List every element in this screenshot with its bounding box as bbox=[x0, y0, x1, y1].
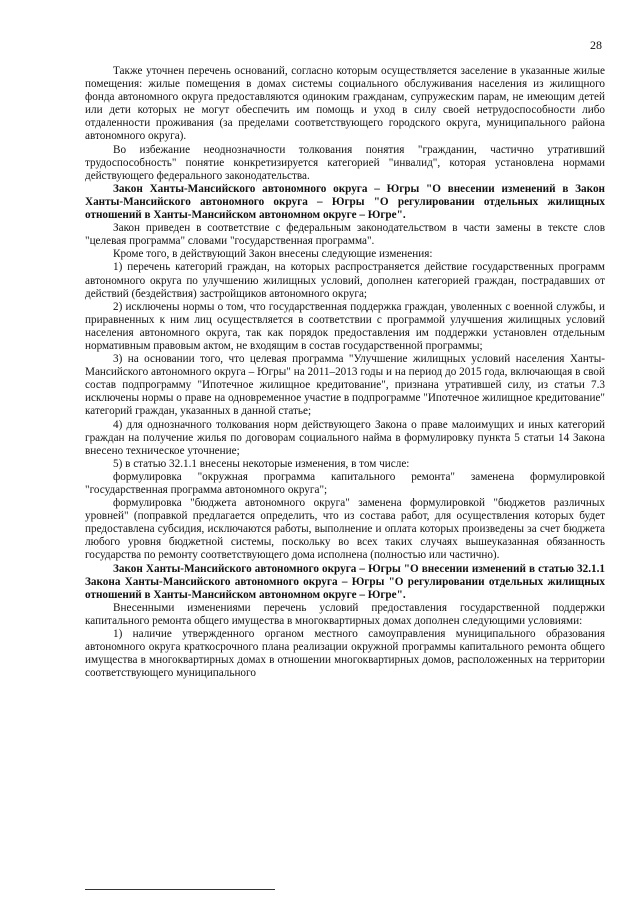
paragraph: Кроме того, в действующий Закон внесены следующие изменения: bbox=[113, 248, 433, 261]
paragraph: Внесенными изменениями перечень условий предоставления государственной поддержки капитального ремонта общего имущества в многоквартирных домах дополнен следующими условиями: bbox=[85, 601, 605, 627]
list-item: 1) перечень категорий граждан, на которых распространяется действие государственных программ автономного округа по улучшению жилищных условий, дополнен категорией граждан, пострадавших от действий (бездействия) застройщиков автономного округа; bbox=[85, 261, 605, 300]
list-item: 4) для однозначного толкования норм действующего Закона о праве малоимущих и иных категорий граждан на получение жилья по договорам социального найма в формулировку пункта 5 статьи 14 Закона внесено техническое уточнение; bbox=[85, 418, 605, 457]
list-item: 3) на основании того, что целевая программа "Улучшение жилищных условий населения Ханты-Мансийского автономного округа – Югры" на 2011–2013 годы и на период до 2015 года, включающая в свой состав подпрограмму "Ипотечное жилищное кредитование", признана утратившей силу, из статьи 7.3 исключены нормы о праве на одновременное участие в подпрограмме "Ипотечное жилищное кредитование" категорий граждан, указанных в данной статье; bbox=[85, 353, 605, 418]
list-item: 5) в статью 32.1.1 внесены некоторые изменения, в том числе: bbox=[113, 457, 410, 470]
list-item: 2) исключены нормы о том, что государственная поддержка граждан, уволенных с военной службы, и приравненных к ним лиц осуществляется в соответствии с программой улучшения жилищных условий населения автономного округа, так как порядок предоставления им поддержки установлен отдельным нормативным правовым актом, не входящим в состав государственной программы; bbox=[85, 300, 605, 352]
paragraph: Во избежание неоднозначности толкования понятия "гражданин, частично утративший трудоспособность" понятие конкретизируется категорией "инвалид", которая установлена нормами действующего федерального законодательства. bbox=[85, 143, 605, 182]
law-heading: Закон Ханты-Мансийского автономного округа – Югры "О внесении изменений в Закон Ханты-Мансийского автономного округа – Югры "О регулировании отдельных жилищных отношений в Ханты-Мансийском автономном округе – Югре". bbox=[85, 182, 605, 222]
list-item: 1) наличие утвержденного органом местного самоуправления муниципального образования автономного округа краткосрочного плана реализации окружной программы капитального ремонта общего имущества в многоквартирных домах в отношении многоквартирных домов, расположенных на территории соответствующего муниципального bbox=[85, 628, 605, 680]
law-heading: Закон Ханты-Мансийского автономного округа – Югры "О внесении изменений в статью 32.1.1 Закона Ханты-Мансийского автономного округа – Югры "О регулировании отдельных жилищных отношений в Ханты-Мансийском автономном округе – Югре". bbox=[85, 562, 605, 601]
page-number: 28 bbox=[590, 38, 602, 52]
document-body bbox=[85, 65, 605, 680]
paragraph: Закон приведен в соответствие с федеральным законодательством в части замены в тексте слов "целевая программа" словами "государственная программа". bbox=[85, 222, 605, 248]
paragraph: формулировка "бюджета автономного округа" заменена формулировкой "бюджетов различных уровней" (поправкой предлагается определить, что из состава работ, для осуществления которых будет предоставлена субсидия, исключаются работы, выполнение и оплата которых произведены за счет бюджета любого уровня бюджетной системы, поскольку во всех таких случаях вышеуказанная обязанность государства по ремонту соответствующего дома исполнена (полностью или частично). bbox=[85, 497, 605, 562]
paragraph: Также уточнен перечень оснований, согласно которым осуществляется заселение в указанные жилые помещения: жилые помещения в домах системы социального обслуживания населения из жилищного фонда автономного округа предоставляются одиноким гражданам, супружеским парам, не имеющим детей или дети которых не могут обеспечить им помощь и уход в силу своей нетрудоспособности либо отдаленности проживания (за пределами соответствующего городского округа, муниципального района автономного округа). bbox=[85, 65, 605, 143]
footnote-divider bbox=[85, 889, 275, 890]
paragraph: формулировка "окружная программа капитального ремонта" заменена формулировкой "государственная программа автономного округа"; bbox=[85, 470, 605, 496]
